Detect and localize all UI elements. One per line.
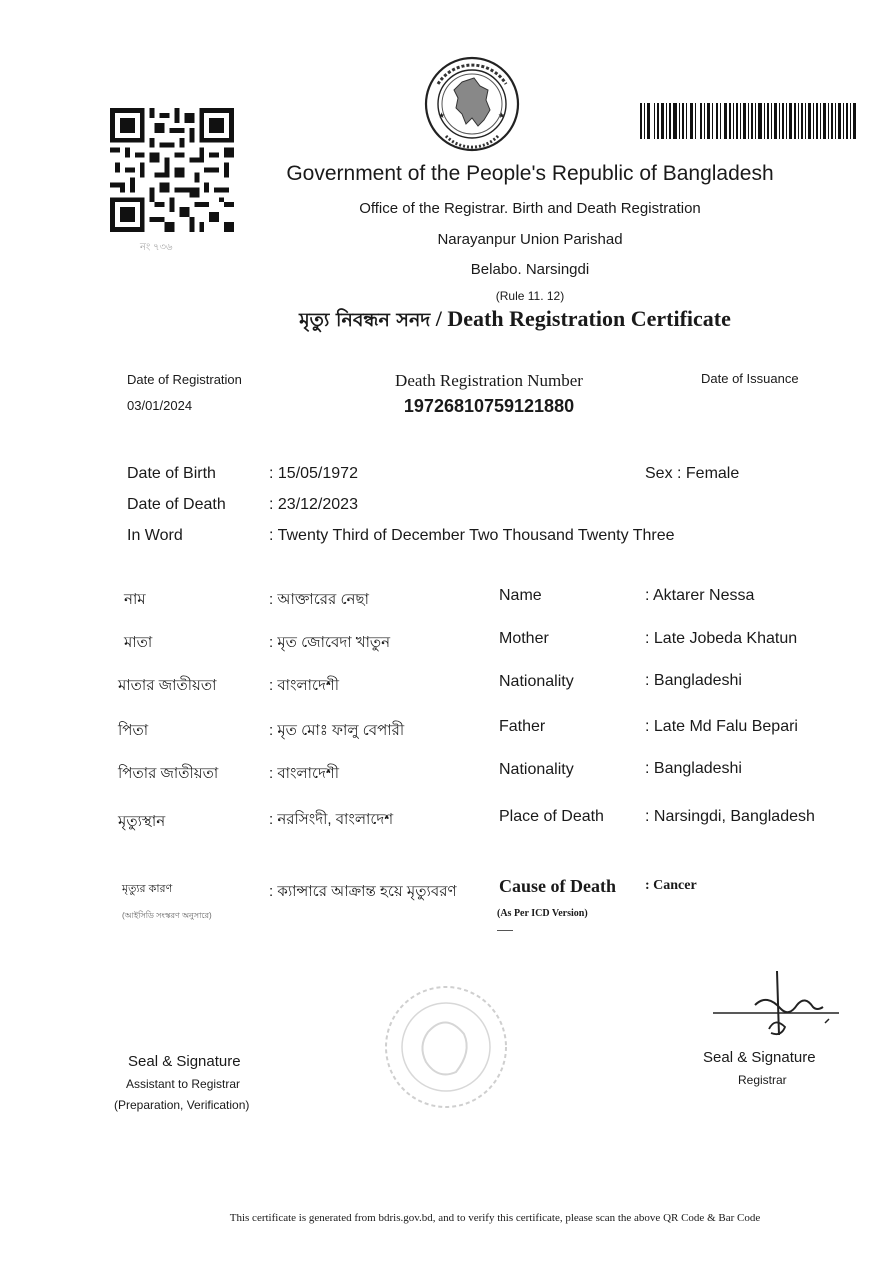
in-word-value: : Twenty Third of December Two Thousand Twenty Three [269, 527, 675, 544]
mother-nationality-label: Nationality [499, 673, 574, 690]
bn-name-value: : আক্তারের নেছা [269, 591, 369, 608]
mother-nationality-value: : Bangladeshi [645, 672, 742, 689]
bn-name-label: নাম [124, 591, 146, 608]
rule-reference: (Rule 11. 12) [495, 289, 565, 303]
death-date-value: : 23/12/2023 [269, 496, 358, 513]
registrar-role: Registrar [738, 1073, 787, 1087]
name-label: Name [499, 587, 542, 604]
bn-mother-nationality-value: : বাংলাদেশী [269, 677, 340, 694]
place-of-death-value: : Narsingdi, Bangladesh [645, 808, 815, 825]
office-seal-stamp [376, 982, 516, 1112]
bn-place-of-death-value: : নরসিংদী, বাংলাদেশ [269, 811, 394, 828]
cause-of-death-label: Cause of Death [499, 876, 616, 896]
name-value: : Aktarer Nessa [645, 587, 755, 604]
bn-mother-label: মাতা [124, 634, 153, 651]
svg-text:★: ★ [498, 111, 506, 120]
government-heading: Government of the People's Republic of Bangladesh [286, 162, 774, 185]
divider [497, 930, 513, 931]
title-bangla: মৃত্যু নিবন্ধন সনদ [299, 309, 431, 331]
bn-father-value: : মৃত মোঃ ফালু বেপারী [269, 722, 405, 739]
father-value: : Late Md Falu Bepari [645, 718, 798, 735]
birth-date-label: Date of Birth [127, 465, 216, 482]
title-english: Death Registration Certificate [447, 306, 731, 331]
bn-father-label: পিতা [118, 722, 149, 739]
bn-mother-nationality-label: মাতার জাতীয়তা [118, 677, 217, 694]
birth-date-value: : 15/05/1972 [269, 465, 358, 482]
svg-text:★: ★ [438, 111, 446, 120]
father-label: Father [499, 718, 546, 735]
mother-label: Mother [499, 630, 549, 647]
assistant-role: Assistant to Registrar [126, 1077, 241, 1091]
father-nationality-value: : Bangladeshi [645, 760, 742, 777]
footer-note: This certificate is generated from bdris.gov.bd, and to verify this certificate, please scan the above QR Code & Bar Code [229, 1212, 761, 1224]
bn-father-nationality-label: পিতার জাতীয়তা [118, 765, 219, 782]
in-word-label: In Word [127, 527, 183, 544]
bn-place-of-death-label: মৃত্যুস্থান [118, 813, 166, 830]
registrar-signature [705, 965, 845, 1045]
barcode [640, 103, 856, 139]
government-seal-emblem [418, 54, 526, 154]
mother-value: : Late Jobeda Khatun [645, 630, 798, 647]
qr-caption: নং ৭৩৬ [140, 242, 173, 253]
registrar-seal-signature-title: Seal & Signature [703, 1049, 816, 1066]
office-name: Office of the Registrar. Birth and Death Registration [359, 200, 701, 217]
bn-father-nationality-value: : বাংলাদেশী [269, 765, 340, 782]
registration-number-value: 19726810759121880 [403, 396, 575, 416]
sex-value: Sex : Female [645, 465, 740, 482]
certificate-title [0, 306, 886, 338]
bn-cause-value: : ক্যান্সারে আক্রান্ত হয়ে মৃত্যুবরণ [269, 883, 457, 900]
registration-number-label: Death Registration Number [395, 371, 583, 390]
registration-date-value: 03/01/2024 [127, 398, 193, 413]
place-of-death-label: Place of Death [499, 808, 604, 825]
bn-mother-value: : মৃত জোবেদা খাতুন [269, 634, 391, 651]
assistant-seal-signature-title: Seal & Signature [128, 1053, 241, 1070]
assistant-note: (Preparation, Verification) [114, 1098, 250, 1112]
cause-icd-note: (As Per ICD Version) [497, 908, 588, 919]
union-name: Narayanpur Union Parishad [437, 231, 623, 248]
death-date-label: Date of Death [127, 496, 226, 513]
cause-of-death-value: : Cancer [645, 878, 697, 893]
location-name: Belabo. Narsingdi [470, 261, 590, 278]
issuance-date-label: Date of Issuance [701, 371, 799, 386]
bn-cause-label: মৃত্যুর কারণ [122, 883, 173, 895]
bn-cause-sub: (আইসিডি সংস্করণ অনুসারে) [122, 911, 212, 920]
title-separator: / [430, 306, 448, 331]
registration-date-label: Date of Registration [127, 372, 242, 387]
father-nationality-label: Nationality [499, 761, 574, 778]
